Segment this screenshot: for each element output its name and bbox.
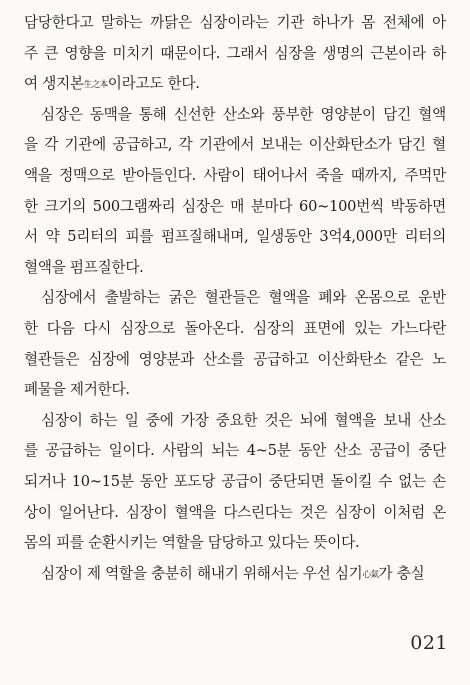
- text-line: 혈관들은 심장에 영양분과 산소를 공급하고 이산화탄소 같은 노: [24, 350, 446, 368]
- document-body: [24, 8, 446, 589]
- text-line: 되거나 10~15분 동안 포도당 공급이 중단되면 돌이킬 수 없는 손: [24, 472, 446, 490]
- text-line: 한 크기의 500그램짜리 심장은 매 분마다 60~100번씩 박동하면: [24, 197, 446, 215]
- text-line: 혈액을 펌프질한다.: [24, 258, 144, 276]
- text-line: 여 생지본生之本이라고도 한다.: [24, 75, 200, 93]
- hanja-annotation: 心氣: [362, 569, 379, 580]
- text-line: 심장이 하는 일 중에 가장 중요한 것은 뇌에 혈액을 보내 산소: [41, 411, 446, 429]
- page-number: 021: [410, 632, 448, 654]
- text-line: 을 각 기관에 공급하고, 각 기관에서 보내는 이산화탄소가 담긴 혈: [24, 136, 446, 154]
- text-line: 상이 일어난다. 심장이 혈액을 다스린다는 것은 심장이 이처럼 온: [24, 503, 446, 521]
- text-block: [24, 8, 446, 589]
- text-line: 심장에서 출발하는 굵은 혈관들은 혈액을 폐와 온몸으로 운반: [41, 289, 446, 307]
- text-line: 액을 정맥으로 받아들인다. 사람이 태어나서 죽을 때까지, 주먹만: [24, 166, 446, 184]
- text-line: 를 공급하는 일이다. 사람의 뇌는 4~5분 동안 산소 공급이 중단: [24, 442, 446, 460]
- text-line: 폐물을 제거한다.: [24, 381, 130, 399]
- text-line: 심장은 동맥을 통해 신선한 산소와 풍부한 영양분이 담긴 혈액: [41, 105, 446, 123]
- text-line: 서 약 5리터의 피를 펌프질해내며, 일생동안 3억4,000만 리터의: [24, 228, 446, 246]
- text-line: 심장이 제 역할을 충분히 해내기 위해서는 우선 심기心氣가 충실: [41, 564, 425, 582]
- text-line: 몸의 피를 순환시키는 역할을 담당하고 있다는 뜻이다.: [24, 534, 360, 552]
- hanja-annotation: 生之本: [83, 80, 108, 91]
- text-line: 담당한다고 말하는 까닭은 심장이라는 기관 하나가 몸 전체에 아: [24, 14, 446, 31]
- text-line: 한 다음 다시 심장으로 돌아온다. 심장의 표면에 있는 가느다란: [24, 319, 446, 337]
- text-line: 주 큰 영향을 미치기 때문이다. 그래서 심장을 생명의 근본이라 하: [24, 44, 446, 62]
